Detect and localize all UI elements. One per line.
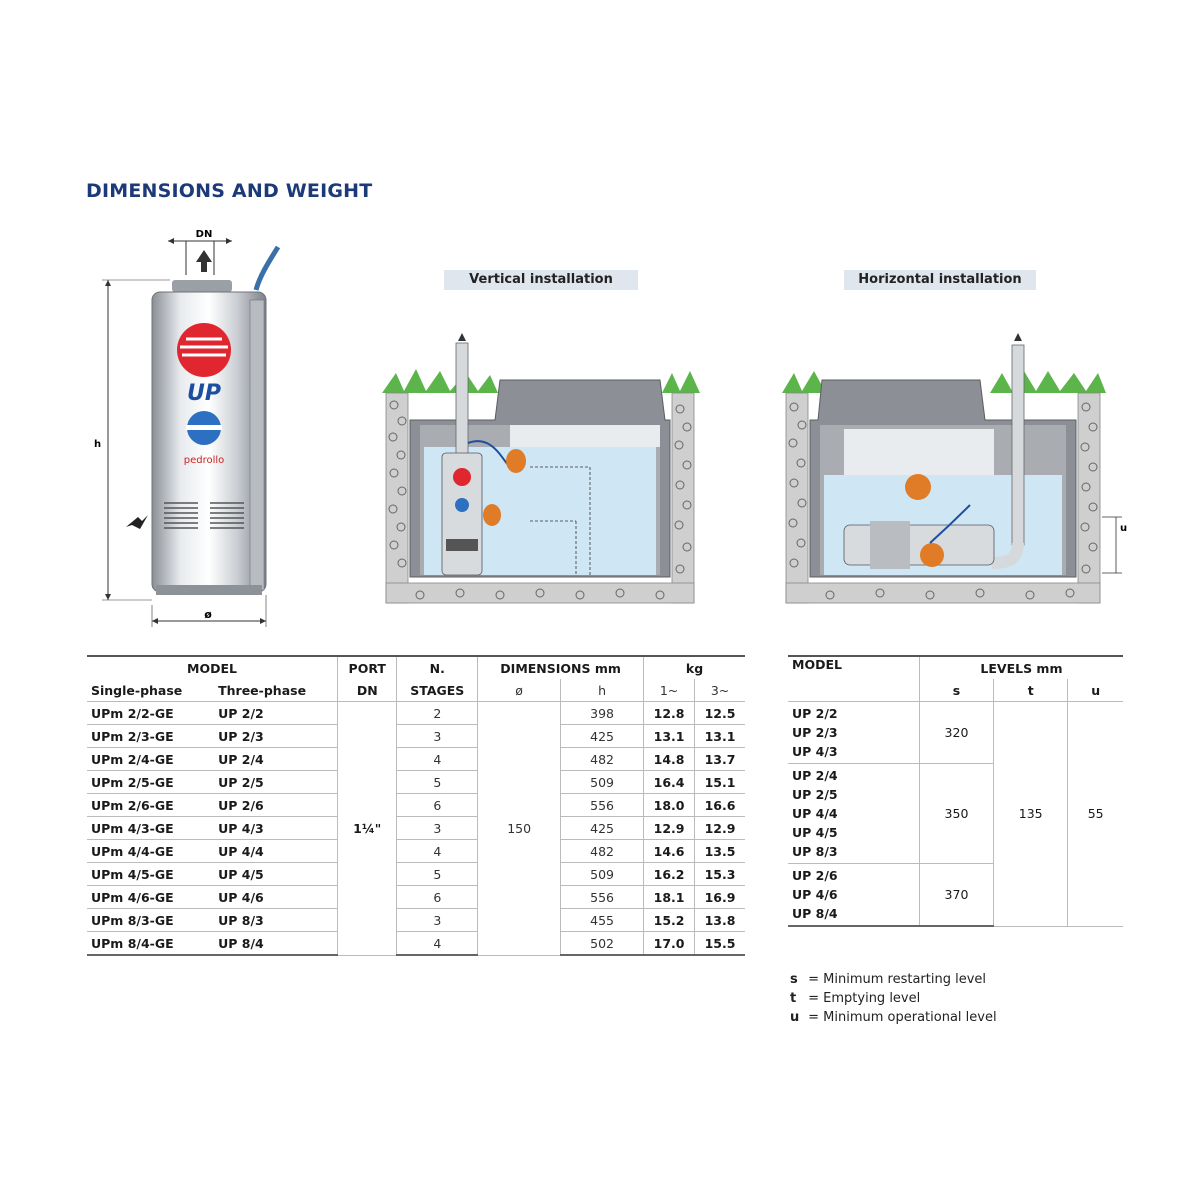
legend-item: s = Minimum restarting level	[790, 972, 987, 987]
cell-stages: 5	[397, 863, 478, 886]
diameter-label: ø	[204, 608, 212, 621]
dimensions-header: DIMENSIONS mm	[478, 656, 644, 679]
table-row	[87, 771, 745, 794]
model-header: MODEL	[87, 656, 338, 679]
cell-stages: 3	[397, 909, 478, 932]
kg-three-header: 3~	[695, 679, 745, 702]
u-value: 55	[1068, 702, 1123, 927]
stages-header-2: STAGES	[397, 679, 478, 702]
port-dn-value: 1¼"	[338, 702, 397, 956]
h-header: h	[561, 679, 644, 702]
cell-h: 509	[561, 863, 644, 886]
levels-legend	[790, 970, 997, 1027]
cell-h: 398	[561, 702, 644, 725]
s-value: 370	[919, 864, 993, 927]
cell-kg1: 12.9	[644, 817, 695, 840]
t-value: 135	[994, 702, 1068, 927]
cell-three: UP 8/3	[214, 909, 337, 932]
horizontal-installation-diagram	[780, 325, 1130, 605]
cell-kg1: 13.1	[644, 725, 695, 748]
cell-kg1: 15.2	[644, 909, 695, 932]
single-phase-header: Single-phase	[87, 679, 214, 702]
table-row	[87, 702, 745, 725]
cell-kg3: 13.1	[695, 725, 745, 748]
kg-single-header: 1~	[644, 679, 695, 702]
cell-stages: 4	[397, 840, 478, 863]
table-row	[788, 702, 1123, 764]
cell-three: UP 8/4	[214, 932, 337, 956]
cell-three: UP 2/3	[214, 725, 337, 748]
cell-kg3: 13.5	[695, 840, 745, 863]
cell-h: 556	[561, 886, 644, 909]
model-name: UP 2/6	[792, 868, 838, 883]
port-header: PORT	[338, 656, 397, 679]
table-row	[87, 794, 745, 817]
table-row	[87, 840, 745, 863]
cell-h: 509	[561, 771, 644, 794]
model-name: UP 4/6	[792, 887, 838, 902]
model-name: UP 2/3	[792, 725, 838, 740]
levels-header: LEVELS mm	[919, 656, 1123, 679]
cell-single: UPm 8/3-GE	[87, 909, 214, 932]
cell-kg1: 17.0	[644, 932, 695, 956]
cell-three: UP 2/6	[214, 794, 337, 817]
model-name: UP 2/2	[792, 706, 838, 721]
table-row	[87, 748, 745, 771]
cell-stages: 2	[397, 702, 478, 725]
cell-three: UP 2/5	[214, 771, 337, 794]
cell-single: UPm 4/6-GE	[87, 886, 214, 909]
s-value: 350	[919, 764, 993, 864]
dimensions-weight-table	[87, 655, 745, 956]
table-row	[87, 863, 745, 886]
cell-kg3: 13.8	[695, 909, 745, 932]
model-name: UP 2/5	[792, 787, 838, 802]
s-header: s	[919, 679, 993, 702]
cell-stages: 4	[397, 748, 478, 771]
cell-h: 556	[561, 794, 644, 817]
model-name: UP 4/3	[792, 744, 838, 759]
vertical-installation-label: Vertical installation	[444, 270, 638, 290]
cell-stages: 6	[397, 794, 478, 817]
table-row	[87, 725, 745, 748]
cell-kg3: 15.5	[695, 932, 745, 956]
cell-three: UP 4/4	[214, 840, 337, 863]
legend-item: t = Emptying level	[790, 991, 921, 1006]
cell-three: UP 4/6	[214, 886, 337, 909]
cell-single: UPm 2/2-GE	[87, 702, 214, 725]
kg-header: kg	[644, 656, 745, 679]
table-row	[87, 817, 745, 840]
cell-kg3: 16.6	[695, 794, 745, 817]
cell-single: UPm 8/4-GE	[87, 932, 214, 956]
cell-h: 482	[561, 840, 644, 863]
s-value: 320	[919, 702, 993, 764]
cell-kg3: 16.9	[695, 886, 745, 909]
legend-item: u = Minimum operational level	[790, 1010, 997, 1025]
model-name: UP 8/3	[792, 844, 838, 859]
brand-logo: UP	[187, 381, 221, 406]
cell-single: UPm 2/4-GE	[87, 748, 214, 771]
model-name: UP 8/4	[792, 906, 838, 921]
diameter-value: 150	[478, 702, 561, 956]
cell-kg1: 18.1	[644, 886, 695, 909]
cell-three: UP 2/4	[214, 748, 337, 771]
cell-single: UPm 4/4-GE	[87, 840, 214, 863]
cell-single: UPm 2/6-GE	[87, 794, 214, 817]
horizontal-installation-label: Horizontal installation	[844, 270, 1036, 290]
model-group	[788, 764, 919, 864]
u-label: u	[1120, 523, 1128, 534]
model-name: UP 4/4	[792, 806, 838, 821]
model-group	[788, 864, 919, 927]
cell-stages: 5	[397, 771, 478, 794]
model-group	[788, 702, 919, 764]
cell-single: UPm 4/3-GE	[87, 817, 214, 840]
cell-kg1: 14.8	[644, 748, 695, 771]
vertical-installation-diagram	[380, 325, 700, 605]
cell-h: 502	[561, 932, 644, 956]
h-label: h	[94, 439, 102, 450]
cell-stages: 6	[397, 886, 478, 909]
cell-single: UPm 4/5-GE	[87, 863, 214, 886]
u-header: u	[1068, 679, 1123, 702]
model-name: UP 2/4	[792, 768, 838, 783]
cell-single: UPm 2/3-GE	[87, 725, 214, 748]
levels-model-header: MODEL	[788, 656, 919, 702]
cell-kg1: 16.2	[644, 863, 695, 886]
cell-stages: 3	[397, 725, 478, 748]
cell-h: 455	[561, 909, 644, 932]
cell-kg3: 15.3	[695, 863, 745, 886]
t-header: t	[994, 679, 1068, 702]
cell-h: 425	[561, 725, 644, 748]
stages-header: N.	[397, 656, 478, 679]
pump-drawing	[80, 225, 300, 635]
page-title: DIMENSIONS AND WEIGHT	[86, 180, 373, 202]
levels-table	[788, 655, 1123, 927]
diameter-header: ø	[478, 679, 561, 702]
cell-three: UP 2/2	[214, 702, 337, 725]
cell-kg3: 12.9	[695, 817, 745, 840]
cell-single: UPm 2/5-GE	[87, 771, 214, 794]
maker-logo: pedrollo	[183, 455, 225, 466]
cell-kg1: 16.4	[644, 771, 695, 794]
cell-kg1: 12.8	[644, 702, 695, 725]
cell-three: UP 4/3	[214, 817, 337, 840]
three-phase-header: Three-phase	[214, 679, 337, 702]
dn-label: DN	[195, 229, 213, 240]
cell-stages: 3	[397, 817, 478, 840]
cell-kg3: 15.1	[695, 771, 745, 794]
cell-kg3: 13.7	[695, 748, 745, 771]
cell-stages: 4	[397, 932, 478, 956]
table-row	[87, 932, 745, 956]
dn-header: DN	[338, 679, 397, 702]
table-row	[87, 909, 745, 932]
cell-h: 425	[561, 817, 644, 840]
model-name: UP 4/5	[792, 825, 838, 840]
cell-h: 482	[561, 748, 644, 771]
cell-kg1: 14.6	[644, 840, 695, 863]
cell-kg1: 18.0	[644, 794, 695, 817]
cell-kg3: 12.5	[695, 702, 745, 725]
cell-three: UP 4/5	[214, 863, 337, 886]
table-row	[87, 886, 745, 909]
